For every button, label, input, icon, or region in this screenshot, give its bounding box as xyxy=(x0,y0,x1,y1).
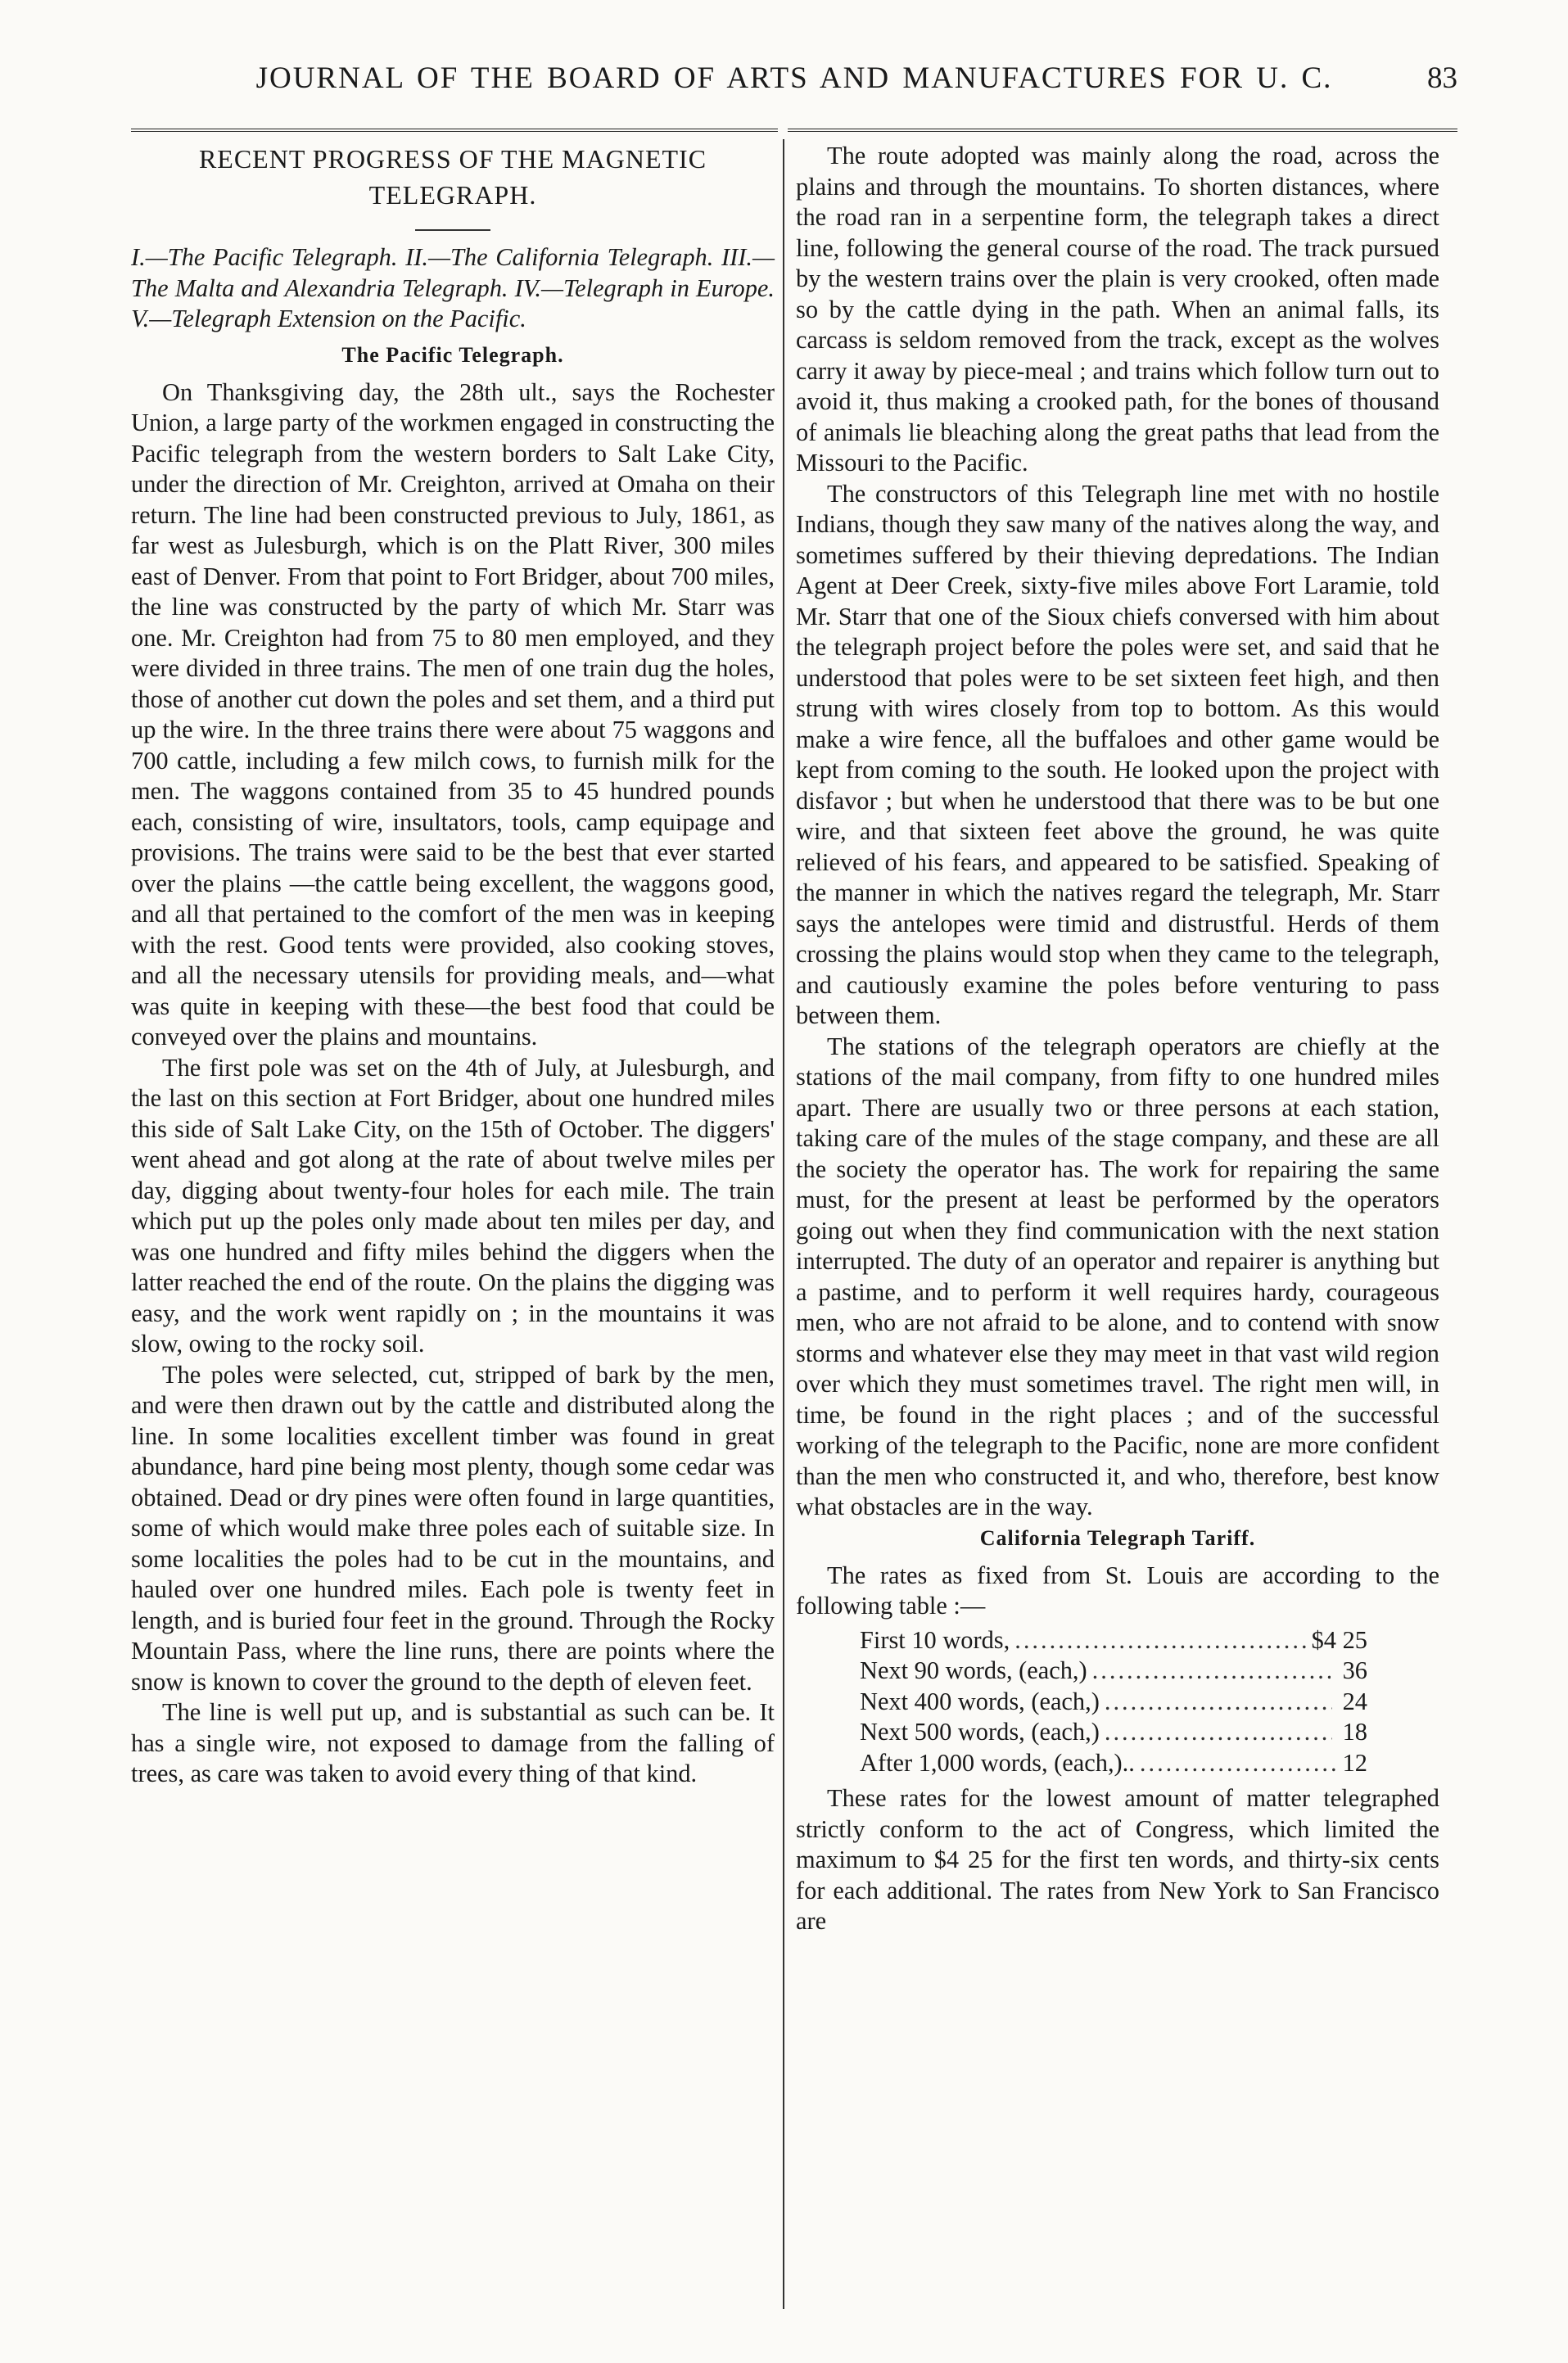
tariff-row xyxy=(796,1717,1439,1748)
header-rule-left xyxy=(131,129,778,132)
tariff-amount: 36 xyxy=(1342,1656,1367,1684)
header-rule-right xyxy=(788,129,1457,132)
paragraph: These rates for the lowest amount of matter telegraphed strictly conform to the act of Congress, which limited the maximum to $4 25 for the first ten words, and thirty-six cents for each additional. The rates from New York to San Francisco are xyxy=(796,1784,1439,1935)
tariff-row xyxy=(796,1748,1439,1779)
tariff-label: Next 90 words, (each,) xyxy=(860,1656,1087,1684)
tariff-row xyxy=(796,1687,1439,1718)
title-rule xyxy=(415,229,490,231)
tariff-row xyxy=(796,1656,1439,1687)
dot-leader xyxy=(1140,1748,1336,1779)
dot-leader xyxy=(1014,1625,1306,1656)
article-contents: I.—The Pacific Telegraph. II.—The California Telegraph. III.—The Malta and Alexandria Telegraph. IV.—Telegraph in Europe. V.—Telegraph Extension on the Pacific. xyxy=(131,243,775,332)
running-title: JOURNAL OF THE BOARD OF ARTS AND MANUFACTURES FOR U. C. xyxy=(255,61,1333,95)
section-heading-pacific: The Pacific Telegraph. xyxy=(341,342,564,367)
tariff-label: Next 400 words, (each,) xyxy=(860,1687,1100,1715)
section-heading-california: California Telegraph Tariff. xyxy=(979,1525,1256,1550)
dot-leader xyxy=(1105,1717,1332,1748)
left-column xyxy=(131,141,775,1790)
paragraph: The rates as fixed from St. Louis are according to the following table :— xyxy=(796,1561,1439,1620)
paragraph: The first pole was set on the 4th of July, at Julesburgh, and the last on this section at Fort Bridger, about one hundred miles this side of Salt Lake City, on the 15th of October. The diggers' went ahead and got along at the rate of about twelve miles per day, digging about twenty-four holes for each mile. The train which put up the poles only made about ten miles per day, and was one hundred and fifty miles behind the diggers when the latter reached the end of the route. On the plains the digging was easy, and the work went rapidly on ; in the mountains it was slow, owing to the rocky soil. xyxy=(131,1053,775,1358)
column-divider xyxy=(783,139,784,2309)
tariff-row xyxy=(796,1625,1439,1656)
paragraph: The route adopted was mainly along the road, across the plains and through the mountains. To shorten distances, where the road ran in a serpentine form, the telegraph takes a direct line, following the general course of the road. The track pursued by the western trains over the plain is very crooked, often made so by the cattle dying in the path. When an animal falls, its carcass is seldom removed from the track, except as the wolves carry it away by piece-meal ; and trains which follow turn out to avoid it, thus making a crooked path, for the bones of thousand of animals lie bleaching along the great paths that lead from the Missouri to the Pacific. xyxy=(796,142,1439,477)
tariff-amount: $4 25 xyxy=(1311,1625,1367,1654)
tariff-amount: 24 xyxy=(1342,1687,1367,1715)
paragraph: The line is well put up, and is substantial as such can be. It has a single wire, not exposed to damage from the falling of trees, as care was taken to avoid every thing of that kind. xyxy=(131,1698,775,1787)
tariff-label: First 10 words, xyxy=(860,1625,1010,1654)
tariff-amount: 12 xyxy=(1342,1748,1367,1777)
tariff-label: After 1,000 words, (each,).. xyxy=(860,1748,1135,1777)
tariff-amount: 18 xyxy=(1342,1718,1367,1746)
paragraph: The constructors of this Telegraph line met with no hostile Indians, though they saw many of the natives along the way, and sometimes suffered by their thieving depredations. The Indian Agent at Deer Creek, sixty-five miles above Fort Laramie, told Mr. Starr that one of the Sioux chiefs conversed with him about the telegraph project before the poles were set, and said that he understood that poles were to be set sixteen feet high, and then strung with wires closely from top to bottom. As this would make a wire fence, all the buffaloes and other game would be kept from coming to the south. He looked upon the project with disfavor ; but when he understood that there was to be but one wire, and that sixteen feet above the ground, he was quite relieved of his fears, and appeared to be satisfied. Speaking of the manner in which the natives regard the telegraph, Mr. Starr says the antelopes were timid and distrustful. Herds of them crossing the plains would stop when they came to the telegraph, and cautiously examine the poles before venturing to pass between them. xyxy=(796,479,1439,1029)
tariff-label: Next 500 words, (each,) xyxy=(860,1718,1100,1746)
article-title: RECENT PROGRESS OF THE MAGNETIC TELEGRAPH. xyxy=(198,144,707,210)
dot-leader xyxy=(1105,1687,1332,1718)
right-column xyxy=(796,141,1439,1937)
tariff-table xyxy=(796,1625,1439,1779)
paragraph: On Thanksgiving day, the 28th ult., says the Rochester Union, a large party of the workmen engaged in constructing the Pacific telegraph from the western borders to Salt Lake City, under the direction of Mr. Creighton, arrived at Omaha on their return. The line had been constructed previous to July, 1861, as far west as Julesburgh, which is on the Platt River, 300 miles east of Denver. From that point to Fort Bridger, about 700 miles, the line was constructed by the party of which Mr. Starr was one. Mr. Creighton had from 75 to 80 men employed, and they were divided in three trains. The men of one train dug the holes, those of another cut down the poles and set them, and a third put up the wire. In the three trains there were about 75 waggons and 700 cattle, including a few milch cows, to furnish milk for the men. The waggons contained from 35 to 45 hundred pounds each, consisting of wire, insultators, tools, camp equipage and provisions. The trains were said to be the best that ever started over the plains —the cattle being excellent, the waggons good, and all that pertained to the comfort of the men was in keeping with the rest. Good tents were provided, also cooking stoves, and all the necessary utensils for providing meals, and—what was quite in keeping with these—the best food that could be conveyed over the plains and mountains. xyxy=(131,377,775,1050)
paragraph: The poles were selected, cut, stripped of bark by the men, and were then drawn out by the cattle and distributed along the line. In some localities excellent timber was found in great abundance, hard pine being most plenty, though some cedar was obtained. Dead or dry pines were often found in large quantities, some of which would make three poles each of suitable size. In some localities the poles had to be cut in the mountains, and hauled over one hundred miles. Each pole is twenty feet in length, and is buried four feet in the ground. Through the Rocky Mountain Pass, where the line runs, there are points where the snow is known to cover the ground to the depth of eleven feet. xyxy=(131,1360,775,1696)
paragraph: The stations of the telegraph operators are chiefly at the stations of the mail company, from fifty to one hundred miles apart. There are usually two or three persons at each station, taking care of the mules of the stage company, and these are all the society the operator has. The work for repairing the same must, for the present at least be performed by the operators going out when they find communication with the next station interrupted. The duty of an operator and repairer is anything but a pastime, and to perform it well requires hardy, courageous men, who are not afraid to be alone, and to contend with snow storms and whatever else they may meet in that vast wild region over which they must sometimes travel. The right men will, in time, be found in the right places ; and of the successful working of the telegraph to the Pacific, none are more confident than the men who constructed it, and who, therefore, best know what obstacles are in the way. xyxy=(796,1032,1439,1520)
dot-leader xyxy=(1092,1656,1331,1687)
running-head xyxy=(131,61,1457,110)
page-number: 83 xyxy=(1427,61,1457,95)
